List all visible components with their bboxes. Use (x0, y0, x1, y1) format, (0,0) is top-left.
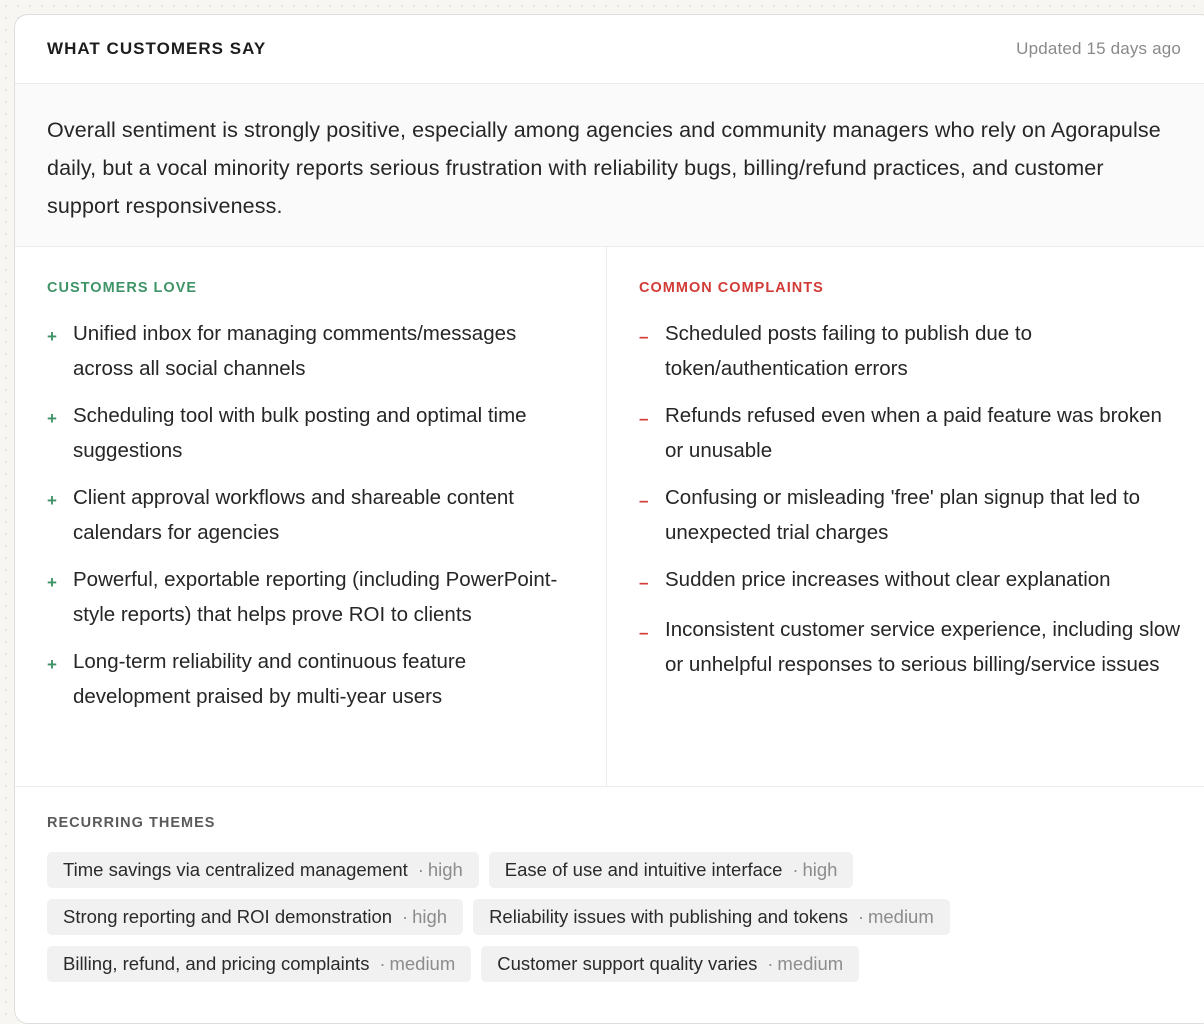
theme-chip (481, 946, 859, 982)
plus-icon: + (47, 573, 57, 592)
theme-label: Time savings via centralized management (63, 859, 408, 880)
complaint-item (639, 398, 1183, 468)
card-header (15, 15, 1204, 84)
minus-icon: – (639, 491, 649, 510)
love-item-text: Long-term reliability and continuous feature development praised by multi-year users (73, 650, 467, 708)
love-item (47, 644, 576, 714)
recurring-themes-heading: RECURRING THEMES (47, 815, 216, 831)
theme-chip (47, 899, 463, 935)
theme-label: Reliability issues with publishing and tokens (489, 906, 848, 927)
theme-frequency: medium (867, 906, 934, 927)
customers-love-section (15, 247, 607, 786)
love-item-text: Powerful, exportable reporting (including PowerPoint-style reports) that helps prove ROI to clients (73, 568, 558, 626)
theme-label: Customer support quality varies (497, 953, 758, 974)
theme-separator: · (857, 906, 864, 927)
theme-separator: · (417, 859, 424, 880)
complaint-item-text: Scheduled posts failing to publish due to token/authentication errors (665, 322, 1032, 380)
theme-separator: · (379, 953, 386, 974)
common-complaints-list (639, 316, 1183, 682)
theme-label: Ease of use and intuitive interface (504, 859, 783, 880)
theme-frequency: medium (777, 953, 844, 974)
complaint-item (639, 612, 1183, 682)
customers-love-list (47, 316, 576, 714)
common-complaints-heading: COMMON COMPLAINTS (639, 280, 824, 296)
complaint-item-text: Refunds refused even when a paid feature was broken or unusable (665, 404, 1162, 462)
love-item (47, 480, 576, 550)
love-item-text: Scheduling tool with bulk posting and optimal time suggestions (73, 404, 527, 462)
theme-separator: · (402, 906, 409, 927)
customer-feedback-card (14, 14, 1204, 1024)
recurring-themes-section (15, 787, 1204, 982)
card-title: WHAT CUSTOMERS SAY (47, 39, 267, 58)
sentiment-summary (15, 84, 1204, 247)
love-item-text: Unified inbox for managing comments/messages across all social channels (73, 322, 517, 380)
complaint-item (639, 480, 1183, 550)
complaint-item (639, 562, 1183, 600)
minus-icon: – (639, 623, 649, 642)
common-complaints-section (607, 247, 1204, 786)
theme-label: Billing, refund, and pricing complaints (63, 953, 370, 974)
theme-separator: · (767, 953, 774, 974)
love-item (47, 316, 576, 386)
love-item-text: Client approval workflows and shareable content calendars for agencies (73, 486, 515, 544)
pros-cons-columns (15, 247, 1204, 787)
complaint-item-text: Sudden price increases without clear explanation (665, 568, 1111, 591)
updated-timestamp: Updated 15 days ago (1016, 39, 1181, 58)
theme-chip (473, 899, 950, 935)
theme-frequency: medium (389, 953, 456, 974)
complaint-item-text: Confusing or misleading 'free' plan signup that led to unexpected trial charges (665, 486, 1141, 544)
theme-chip (489, 852, 854, 888)
plus-icon: + (47, 409, 57, 428)
theme-label: Strong reporting and ROI demonstration (63, 906, 393, 927)
theme-frequency: high (412, 906, 448, 927)
summary-text: Overall sentiment is strongly positive, especially among agencies and community managers who rely on Agorapulse daily, but a vocal minority reports serious frustration with reliability bugs, billing/refund practices, and customer support responsiveness. (47, 118, 1161, 218)
minus-icon: – (639, 573, 649, 592)
plus-icon: + (47, 327, 57, 346)
theme-separator: · (792, 859, 799, 880)
theme-chip (47, 852, 479, 888)
minus-icon: – (639, 409, 649, 428)
plus-icon: + (47, 491, 57, 510)
theme-frequency: high (427, 859, 463, 880)
theme-frequency: high (802, 859, 838, 880)
theme-chip-list (47, 852, 1047, 982)
complaint-item (639, 316, 1183, 386)
customers-love-heading: CUSTOMERS LOVE (47, 280, 198, 296)
love-item (47, 398, 576, 468)
theme-chip (47, 946, 471, 982)
complaint-item-text: Inconsistent customer service experience, including slow or unhelpful responses to serious billing/service issues (665, 618, 1181, 676)
love-item (47, 562, 576, 632)
plus-icon: + (47, 655, 57, 674)
minus-icon: – (639, 327, 649, 346)
